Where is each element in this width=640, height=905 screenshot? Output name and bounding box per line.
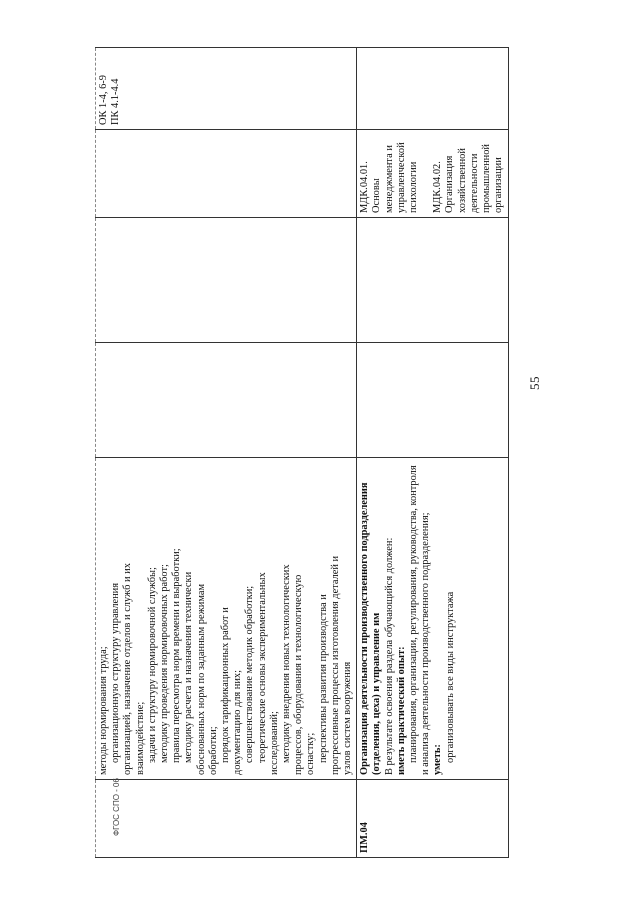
- knowledge-line: организационную структуру управления: [110, 582, 122, 763]
- empty-cell: [96, 218, 357, 343]
- knowledge-line: задачи и структуру нормировочной службы;: [146, 567, 158, 763]
- rotated-table-area: [95, 48, 595, 858]
- knowledge-line: правила пересмотра норм времени и выработки;: [171, 548, 183, 763]
- knowledge-line: обработки;: [207, 726, 219, 775]
- knowledge-line: методику внедрения новых технологических: [281, 564, 293, 763]
- empty-cell: [357, 218, 508, 343]
- mdk-item: МДК.04.01. Основы менеджмента и управленческой психологии: [359, 142, 420, 213]
- knowledge-line: прогрессивные процессы изготовления деталей и: [329, 555, 341, 775]
- knowledge-line: процессов, оборудования и технологическую: [293, 574, 305, 775]
- empty-cell: [96, 343, 357, 458]
- module-code-cell: [357, 780, 508, 858]
- knowledge-line: порядок тарификационных работ и: [220, 607, 232, 763]
- mdk-cell: [357, 130, 508, 218]
- knowledge-line: исследований;: [268, 711, 280, 775]
- curriculum-table: [95, 47, 509, 858]
- empty-cell: [96, 130, 357, 218]
- knowledge-line: теоретические основы экспериментальных: [256, 572, 268, 763]
- mdk-item: МДК.04.02. Организация хозяйственной деятельности промышленной организации: [432, 144, 505, 213]
- knowledge-line: совершенствование методик обработки;: [244, 585, 256, 763]
- practice-text: планирования, организации, регулирования, руководства, контроля и анализа деятельности производственного подразделения;: [408, 465, 432, 775]
- knowledge-line: узлов систем вооружения: [342, 661, 354, 775]
- knowledge-line: оснастку;: [305, 732, 317, 775]
- code-cell-empty: [96, 780, 357, 858]
- knowledge-line: перспективы развития производства и: [317, 594, 329, 763]
- knowledge-list: [98, 462, 354, 775]
- knowledge-line: методику проведения нормировочных работ;: [159, 564, 171, 763]
- knowledge-line: обоснованных норм по заданным режимам: [195, 583, 207, 775]
- module-content-cell: [357, 458, 508, 780]
- module-title: Организация деятельности производственного подразделения (отделения, цеха) и управление им: [359, 482, 383, 775]
- practice-heading: иметь практический опыт:: [395, 646, 407, 775]
- module-code: ПМ.04: [359, 822, 371, 853]
- skills-text: организовывать все виды инструктажа: [444, 591, 456, 763]
- competencies-text: ОК 1-4, 6-9 ПК 4.1-4.4: [98, 75, 122, 125]
- table-row: [96, 48, 357, 858]
- knowledge-line: методику расчета и назначения технически: [183, 571, 195, 763]
- page-number: 55: [527, 376, 542, 390]
- module-intro: В результате освоения раздела обучающийся должен:: [383, 537, 395, 775]
- content-cell: [96, 458, 357, 780]
- footer-code: ФГОС СПО - 06: [112, 778, 121, 836]
- table-row: [357, 48, 508, 858]
- knowledge-line: документацию для них;: [232, 669, 244, 775]
- empty-cell: [357, 343, 508, 458]
- skills-heading: уметь:: [432, 744, 444, 775]
- knowledge-line: организацией, назначение отделов и служб и их: [122, 563, 134, 775]
- empty-cell: [357, 48, 508, 130]
- knowledge-line: взаимодействие;: [134, 701, 146, 775]
- competencies-cell: [96, 48, 357, 130]
- knowledge-line: методы нормирования труда;: [98, 646, 109, 775]
